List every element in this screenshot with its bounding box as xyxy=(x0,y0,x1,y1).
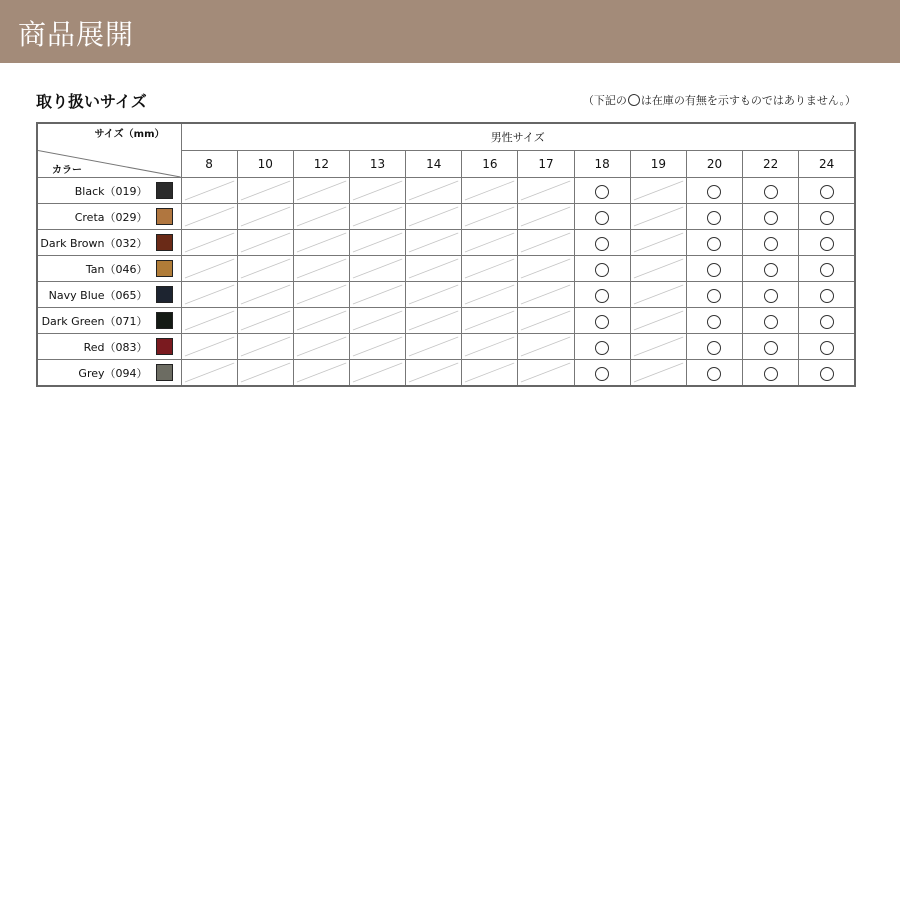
unavailable-cell xyxy=(518,204,574,230)
section-title: 取り扱いサイズ xyxy=(36,92,147,111)
diagonal-slash xyxy=(294,308,349,333)
available-cell xyxy=(799,256,855,282)
diagonal-slash xyxy=(182,308,237,333)
diagonal-slash xyxy=(406,360,461,385)
unavailable-cell xyxy=(462,308,518,334)
circle-icon xyxy=(764,341,778,355)
unavailable-cell xyxy=(518,360,574,387)
unavailable-cell xyxy=(518,256,574,282)
circle-icon xyxy=(595,289,609,303)
unavailable-cell xyxy=(406,230,462,256)
available-cell xyxy=(574,178,630,204)
table-row xyxy=(37,282,855,308)
color-name: Creta（029） xyxy=(74,210,148,224)
diagonal-slash xyxy=(406,334,461,359)
circle-icon xyxy=(820,289,834,303)
diagonal-slash xyxy=(238,282,293,307)
circle-icon xyxy=(820,341,834,355)
unavailable-cell xyxy=(406,282,462,308)
size-header-cell: 14 xyxy=(406,151,462,178)
diagonal-slash xyxy=(631,308,686,333)
color-name: Black（019） xyxy=(74,184,148,198)
diagonal-slash xyxy=(350,178,405,203)
unavailable-cell xyxy=(349,204,405,230)
diagonal-slash xyxy=(631,204,686,229)
table-row xyxy=(37,308,855,334)
diagonal-slash xyxy=(518,204,573,229)
unavailable-cell xyxy=(462,256,518,282)
unavailable-cell xyxy=(237,178,293,204)
diagonal-slash xyxy=(238,178,293,203)
diagonal-slash xyxy=(350,308,405,333)
available-cell xyxy=(574,360,630,387)
circle-icon xyxy=(707,263,721,277)
color-swatch xyxy=(156,286,173,303)
diagonal-slash xyxy=(182,360,237,385)
table-row xyxy=(37,360,855,387)
color-label-cell xyxy=(37,256,181,282)
unavailable-cell xyxy=(462,178,518,204)
available-cell xyxy=(686,360,742,387)
diagonal-slash xyxy=(182,204,237,229)
unavailable-cell xyxy=(293,282,349,308)
diagonal-slash xyxy=(518,334,573,359)
available-cell xyxy=(574,230,630,256)
diagonal-slash xyxy=(294,360,349,385)
unavailable-cell xyxy=(462,204,518,230)
circle-icon xyxy=(707,289,721,303)
circle-icon xyxy=(764,211,778,225)
color-label-cell xyxy=(37,282,181,308)
size-header-cell: 16 xyxy=(462,151,518,178)
circle-icon xyxy=(595,185,609,199)
color-name: Dark Brown（032） xyxy=(40,236,148,250)
size-header-cell: 22 xyxy=(743,151,799,178)
color-label-cell xyxy=(37,230,181,256)
available-cell xyxy=(686,230,742,256)
available-cell xyxy=(799,334,855,360)
diagonal-slash xyxy=(182,230,237,255)
unavailable-cell xyxy=(293,230,349,256)
available-cell xyxy=(574,334,630,360)
circle-icon xyxy=(820,211,834,225)
circle-icon xyxy=(764,263,778,277)
unavailable-cell xyxy=(181,178,237,204)
unavailable-cell xyxy=(630,178,686,204)
unavailable-cell xyxy=(630,204,686,230)
diagonal-slash xyxy=(518,256,573,281)
unavailable-cell xyxy=(181,230,237,256)
unavailable-cell xyxy=(406,360,462,387)
diagonal-slash xyxy=(350,230,405,255)
size-header-cell: 17 xyxy=(518,151,574,178)
diagonal-slash xyxy=(631,334,686,359)
table-row xyxy=(37,230,855,256)
available-cell xyxy=(574,282,630,308)
diagonal-slash xyxy=(350,334,405,359)
availability-note xyxy=(583,92,856,108)
diagonal-slash xyxy=(294,256,349,281)
diagonal-slash xyxy=(238,360,293,385)
available-cell xyxy=(799,204,855,230)
size-header-cell: 20 xyxy=(686,151,742,178)
diagonal-slash xyxy=(631,360,686,385)
color-name: Tan（046） xyxy=(85,262,148,276)
header-banner xyxy=(0,0,900,63)
size-header-cell: 13 xyxy=(349,151,405,178)
available-cell xyxy=(574,256,630,282)
diagonal-slash xyxy=(238,204,293,229)
table-row xyxy=(37,178,855,204)
diagonal-slash xyxy=(238,256,293,281)
diagonal-slash xyxy=(182,282,237,307)
color-name: Red（083） xyxy=(83,340,148,354)
circle-icon xyxy=(764,289,778,303)
unavailable-cell xyxy=(406,178,462,204)
unavailable-cell xyxy=(349,334,405,360)
available-cell xyxy=(799,282,855,308)
corner-size-label: サイズ（mm） xyxy=(94,129,165,140)
table-body xyxy=(37,178,855,387)
diagonal-slash xyxy=(462,334,517,359)
diagonal-slash xyxy=(462,308,517,333)
unavailable-cell xyxy=(630,282,686,308)
corner-color-label: カラー xyxy=(52,165,82,176)
unavailable-cell xyxy=(293,308,349,334)
unavailable-cell xyxy=(518,282,574,308)
diagonal-slash xyxy=(406,308,461,333)
unavailable-cell xyxy=(349,308,405,334)
available-cell xyxy=(743,178,799,204)
color-swatch xyxy=(156,208,173,225)
available-cell xyxy=(743,282,799,308)
circle-icon xyxy=(764,237,778,251)
unavailable-cell xyxy=(293,334,349,360)
group-header: 男性サイズ xyxy=(181,123,855,151)
diagonal-slash xyxy=(518,282,573,307)
diagonal-slash xyxy=(462,282,517,307)
unavailable-cell xyxy=(462,360,518,387)
color-swatch xyxy=(156,260,173,277)
circle-icon xyxy=(595,341,609,355)
available-cell xyxy=(574,204,630,230)
unavailable-cell xyxy=(293,360,349,387)
circle-icon xyxy=(820,315,834,329)
unavailable-cell xyxy=(349,360,405,387)
available-cell xyxy=(743,308,799,334)
unavailable-cell xyxy=(406,308,462,334)
size-header-cell: 10 xyxy=(237,151,293,178)
diagonal-slash xyxy=(406,282,461,307)
available-cell xyxy=(686,334,742,360)
diagonal-slash xyxy=(631,230,686,255)
diagonal-slash xyxy=(631,178,686,203)
circle-icon xyxy=(707,315,721,329)
color-label-cell xyxy=(37,308,181,334)
unavailable-cell xyxy=(630,230,686,256)
diagonal-slash xyxy=(182,256,237,281)
color-swatch xyxy=(156,182,173,199)
unavailable-cell xyxy=(518,230,574,256)
color-swatch xyxy=(156,338,173,355)
circle-icon xyxy=(595,237,609,251)
unavailable-cell xyxy=(630,256,686,282)
color-label-cell xyxy=(37,360,181,387)
diagonal-slash xyxy=(294,230,349,255)
diagonal-slash xyxy=(518,178,573,203)
available-cell xyxy=(686,308,742,334)
table-row xyxy=(37,334,855,360)
diagonal-slash xyxy=(406,256,461,281)
available-cell xyxy=(743,360,799,387)
unavailable-cell xyxy=(237,282,293,308)
diagonal-slash xyxy=(294,334,349,359)
color-name: Grey（094） xyxy=(78,366,148,380)
available-cell xyxy=(686,178,742,204)
page-title: 商品展開 xyxy=(18,18,135,51)
available-cell xyxy=(743,334,799,360)
circle-icon xyxy=(707,211,721,225)
diagonal-slash xyxy=(350,360,405,385)
color-name: Dark Green（071） xyxy=(41,314,148,328)
diagonal-slash xyxy=(294,282,349,307)
unavailable-cell xyxy=(462,282,518,308)
circle-icon xyxy=(595,315,609,329)
color-swatch xyxy=(156,364,173,381)
available-cell xyxy=(799,230,855,256)
circle-icon xyxy=(820,237,834,251)
unavailable-cell xyxy=(406,256,462,282)
available-cell xyxy=(686,256,742,282)
color-label-cell xyxy=(37,178,181,204)
diagonal-slash xyxy=(631,256,686,281)
unavailable-cell xyxy=(349,178,405,204)
unavailable-cell xyxy=(293,204,349,230)
diagonal-slash xyxy=(350,204,405,229)
unavailable-cell xyxy=(349,282,405,308)
unavailable-cell xyxy=(349,230,405,256)
unavailable-cell xyxy=(237,334,293,360)
circle-icon xyxy=(595,263,609,277)
size-header-cell: 12 xyxy=(293,151,349,178)
unavailable-cell xyxy=(518,308,574,334)
size-table xyxy=(36,122,856,387)
diagonal-slash xyxy=(182,178,237,203)
diagonal-slash xyxy=(238,308,293,333)
unavailable-cell xyxy=(237,360,293,387)
color-name: Navy Blue（065） xyxy=(48,288,148,302)
circle-icon xyxy=(595,211,609,225)
unavailable-cell xyxy=(181,360,237,387)
unavailable-cell xyxy=(349,256,405,282)
note-text-before: （下記の xyxy=(582,94,627,107)
available-cell xyxy=(743,230,799,256)
size-header-cell: 8 xyxy=(181,151,237,178)
size-header-cell: 18 xyxy=(574,151,630,178)
circle-icon xyxy=(764,367,778,381)
unavailable-cell xyxy=(630,360,686,387)
diagonal-slash xyxy=(294,204,349,229)
unavailable-cell xyxy=(293,256,349,282)
color-swatch xyxy=(156,234,173,251)
circle-icon xyxy=(820,185,834,199)
unavailable-cell xyxy=(406,334,462,360)
size-header-cell: 19 xyxy=(630,151,686,178)
circle-icon xyxy=(628,94,640,106)
color-label-cell xyxy=(37,334,181,360)
unavailable-cell xyxy=(518,178,574,204)
unavailable-cell xyxy=(237,204,293,230)
unavailable-cell xyxy=(406,204,462,230)
circle-icon xyxy=(764,315,778,329)
unavailable-cell xyxy=(630,334,686,360)
diagonal-slash xyxy=(350,282,405,307)
unavailable-cell xyxy=(181,308,237,334)
circle-icon xyxy=(820,263,834,277)
table-row xyxy=(37,256,855,282)
unavailable-cell xyxy=(630,308,686,334)
diagonal-slash xyxy=(406,178,461,203)
diagonal-slash xyxy=(238,230,293,255)
diagonal-slash xyxy=(518,308,573,333)
available-cell xyxy=(686,282,742,308)
available-cell xyxy=(799,308,855,334)
unavailable-cell xyxy=(462,230,518,256)
diagonal-slash xyxy=(462,360,517,385)
available-cell xyxy=(574,308,630,334)
diagonal-slash xyxy=(350,256,405,281)
unavailable-cell xyxy=(518,334,574,360)
circle-icon xyxy=(764,185,778,199)
unavailable-cell xyxy=(181,282,237,308)
available-cell xyxy=(743,256,799,282)
circle-icon xyxy=(707,367,721,381)
corner-header xyxy=(37,123,181,178)
diagonal-slash xyxy=(631,282,686,307)
diagonal-slash xyxy=(462,204,517,229)
size-header-cell: 24 xyxy=(799,151,855,178)
circle-icon xyxy=(595,367,609,381)
unavailable-cell xyxy=(237,256,293,282)
diagonal-slash xyxy=(518,360,573,385)
diagonal-slash xyxy=(462,256,517,281)
diagonal-slash xyxy=(462,178,517,203)
circle-icon xyxy=(707,185,721,199)
diagonal-slash xyxy=(406,204,461,229)
color-label-cell xyxy=(37,204,181,230)
unavailable-cell xyxy=(293,178,349,204)
circle-icon xyxy=(707,237,721,251)
unavailable-cell xyxy=(237,230,293,256)
unavailable-cell xyxy=(462,334,518,360)
diagonal-slash xyxy=(182,334,237,359)
unavailable-cell xyxy=(181,256,237,282)
unavailable-cell xyxy=(181,204,237,230)
circle-icon xyxy=(820,367,834,381)
available-cell xyxy=(743,204,799,230)
available-cell xyxy=(799,178,855,204)
diagonal-slash xyxy=(462,230,517,255)
note-text-after: は在庫の有無を示すものではありません。） xyxy=(640,94,856,107)
diagonal-slash xyxy=(294,178,349,203)
color-swatch xyxy=(156,312,173,329)
diagonal-slash xyxy=(238,334,293,359)
circle-icon xyxy=(707,341,721,355)
available-cell xyxy=(686,204,742,230)
diagonal-slash xyxy=(406,230,461,255)
unavailable-cell xyxy=(237,308,293,334)
table-row xyxy=(37,204,855,230)
unavailable-cell xyxy=(181,334,237,360)
available-cell xyxy=(799,360,855,387)
diagonal-slash xyxy=(518,230,573,255)
